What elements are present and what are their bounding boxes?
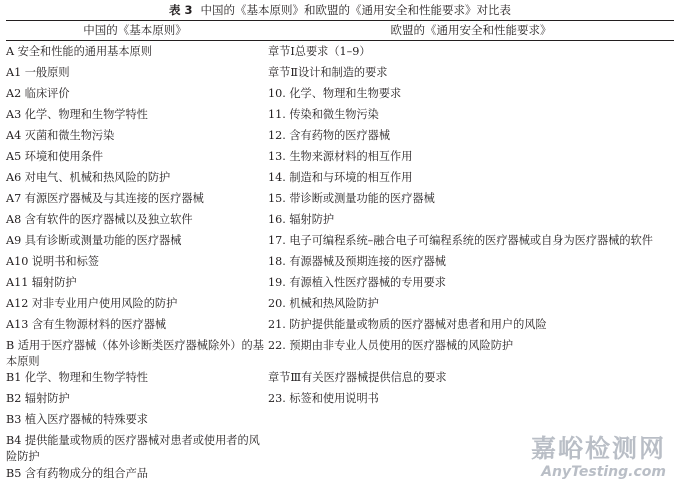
cell-eu-requirement: 13. 生物来源材料的相互作用 (268, 150, 413, 163)
cell-china-principle: A6 对电气、机械和热风险的防护 (6, 171, 171, 184)
table-caption (0, 2, 680, 18)
cell-eu-requirement: 16. 辐射防护 (268, 213, 335, 226)
cell-china-principle: A9 具有诊断或测量功能的医疗器械 (6, 234, 182, 247)
cell-china-principle: A3 化学、物理和生物学特性 (6, 108, 148, 121)
cell-eu-requirement: 章节Ⅱ设计和制造的要求 (268, 66, 388, 79)
cell-eu-requirement: 23. 标签和使用说明书 (268, 392, 379, 405)
cell-eu-requirement: 15. 带诊断或测量功能的医疗器械 (268, 192, 435, 205)
cell-china-principle: A13 含有生物源材料的医疗器械 (6, 318, 167, 331)
cell-china-principle: A8 含有软件的医疗器械以及独立软件 (6, 213, 193, 226)
watermark-en: AnyTesting.com (541, 464, 666, 480)
table-number: 表 3 (168, 3, 193, 17)
cell-china-principle: B 适用于医疗器械（体外诊断类医疗器械除外）的基本原则 (6, 339, 264, 368)
table-title: 中国的《基本原则》和欧盟的《通用安全和性能要求》对比表 (200, 3, 511, 17)
cell-china-principle: A1 一般原则 (6, 66, 70, 79)
cell-china-principle: B4 提供能量或物质的医疗器械对患者或使用者的风险防护 (6, 434, 260, 463)
cell-eu-requirement: 18. 有源器械及预期连接的医疗器械 (268, 255, 446, 268)
watermark-cn: 嘉峪检测网 (530, 434, 666, 463)
cell-china-principle: B2 辐射防护 (6, 392, 70, 405)
cell-china-principle: A10 说明书和标签 (6, 255, 99, 268)
cell-eu-requirement: 章节Ⅲ有关医疗器械提供信息的要求 (268, 371, 447, 384)
cell-eu-requirement: 19. 有源植入性医疗器械的专用要求 (268, 276, 446, 289)
table-header-rule (6, 40, 674, 41)
cell-china-principle: A11 辐射防护 (6, 276, 77, 289)
cell-eu-requirement: 21. 防护提供能量或物质的医疗器械对患者和用户的风险 (268, 318, 547, 331)
cell-eu-requirement: 10. 化学、物理和生物要求 (268, 87, 402, 100)
cell-eu-requirement: 14. 制造和与环境的相互作用 (268, 171, 413, 184)
cell-eu-requirement: 20. 机械和热风险防护 (268, 297, 379, 310)
cell-china-principle: B1 化学、物理和生物学特性 (6, 371, 148, 384)
column-header-china: 中国的《基本原则》 (83, 23, 187, 37)
cell-china-principle: B5 含有药物成分的组合产品 (6, 467, 148, 480)
cell-china-principle: A 安全和性能的通用基本原则 (6, 45, 152, 58)
cell-eu-requirement: 11. 传染和微生物污染 (268, 108, 379, 121)
column-header-eu: 欧盟的《通用安全和性能要求》 (390, 23, 552, 37)
cell-china-principle: A2 临床评价 (6, 87, 70, 100)
cell-eu-requirement: 章节Ⅰ总要求（1–9） (268, 45, 371, 58)
watermark (531, 434, 666, 480)
cell-china-principle: A4 灭菌和微生物污染 (6, 129, 115, 142)
cell-eu-requirement: 12. 含有药物的医疗器械 (268, 129, 391, 142)
cell-china-principle: A7 有源医疗器械及与其连接的医疗器械 (6, 192, 204, 205)
cell-china-principle: B3 植入医疗器械的特殊要求 (6, 413, 148, 426)
cell-china-principle: A5 环境和使用条件 (6, 150, 104, 163)
cell-eu-requirement: 17. 电子可编程系统–融合电子可编程系统的医疗器械或自身为医疗器械的软件 (268, 234, 653, 247)
cell-china-principle: A12 对非专业用户使用风险的防护 (6, 297, 178, 310)
cell-eu-requirement: 22. 预期由非专业人员使用的医疗器械的风险防护 (268, 339, 514, 352)
